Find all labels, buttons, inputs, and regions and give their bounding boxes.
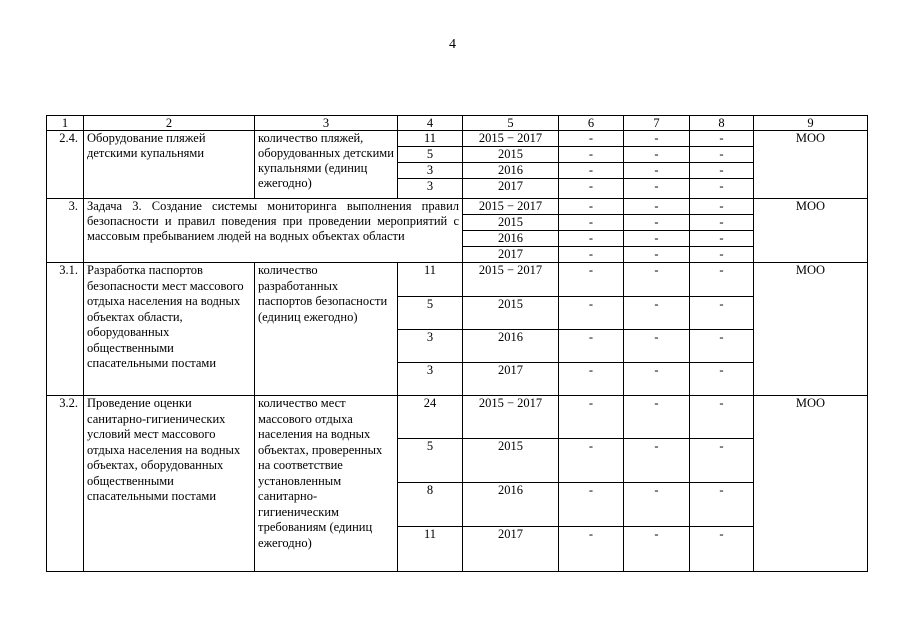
quantity-cell: 11 (398, 263, 463, 297)
measure-name: Проведение оценки санитарно-гигиенических условий мест массового отдыха населения на водных объектах, оборудованных общественными спасательными постами (84, 396, 255, 572)
quantity-cell: 3 (398, 363, 463, 396)
value-cell: - (624, 131, 690, 147)
value-cell: - (624, 439, 690, 483)
header-cell: 8 (690, 116, 754, 131)
value-cell: - (559, 231, 624, 247)
value-cell: - (624, 396, 690, 439)
period-cell: 2015 (463, 147, 559, 163)
value-cell: - (690, 263, 754, 297)
table-row (47, 131, 868, 147)
value-cell: - (559, 179, 624, 199)
period-cell: 2017 (463, 179, 559, 199)
period-cell: 2017 (463, 247, 559, 263)
value-cell: - (690, 131, 754, 147)
value-cell: - (690, 527, 754, 572)
value-cell: - (559, 131, 624, 147)
header-cell: 2 (84, 116, 255, 131)
executor-cell: МОО (754, 263, 868, 396)
value-cell: - (559, 147, 624, 163)
executor-cell: МОО (754, 396, 868, 572)
header-cell: 5 (463, 116, 559, 131)
period-cell: 2016 (463, 163, 559, 179)
value-cell: - (559, 396, 624, 439)
table-row (47, 263, 868, 297)
period-cell: 2016 (463, 231, 559, 247)
period-cell: 2017 (463, 363, 559, 396)
value-cell: - (690, 483, 754, 527)
value-cell: - (624, 330, 690, 363)
table-header-row (47, 116, 868, 131)
quantity-cell: 5 (398, 297, 463, 330)
value-cell: - (690, 231, 754, 247)
value-cell: - (559, 527, 624, 572)
value-cell: - (624, 483, 690, 527)
task-description: Задача 3. Создание системы мониторинга выполнения правил безопасности и правил поведения при проведении мероприятий с массовым пребыванием людей на водных объектах области (84, 199, 463, 263)
value-cell: - (690, 215, 754, 231)
quantity-cell: 3 (398, 179, 463, 199)
quantity-cell: 3 (398, 163, 463, 179)
quantity-cell: 3 (398, 330, 463, 363)
measure-name: Оборудование пляжей детскими купальнями (84, 131, 255, 199)
value-cell: - (690, 179, 754, 199)
value-cell: - (690, 247, 754, 263)
period-cell: 2015 − 2017 (463, 131, 559, 147)
page-number: 4 (449, 37, 456, 52)
value-cell: - (559, 215, 624, 231)
header-cell: 3 (255, 116, 398, 131)
value-cell: - (624, 147, 690, 163)
value-cell: - (559, 483, 624, 527)
value-cell: - (690, 330, 754, 363)
measure-name: Разработка паспортов безопасности мест массового отдыха населения на водных объектах области, оборудованных общественными спасательными постами (84, 263, 255, 396)
value-cell: - (690, 439, 754, 483)
period-cell: 2015 − 2017 (463, 263, 559, 297)
value-cell: - (690, 363, 754, 396)
row-number: 3. (47, 199, 84, 263)
header-cell: 1 (47, 116, 84, 131)
quantity-cell: 11 (398, 527, 463, 572)
value-cell: - (690, 396, 754, 439)
value-cell: - (624, 163, 690, 179)
header-cell: 6 (559, 116, 624, 131)
value-cell: - (559, 199, 624, 215)
period-cell: 2015 − 2017 (463, 396, 559, 439)
value-cell: - (624, 199, 690, 215)
value-cell: - (624, 297, 690, 330)
value-cell: - (690, 199, 754, 215)
indicator-name: количество пляжей, оборудованных детскими купальнями (единиц ежегодно) (255, 131, 398, 199)
period-cell: 2016 (463, 483, 559, 527)
table-row (47, 199, 868, 215)
row-number: 3.1. (47, 263, 84, 396)
value-cell: - (559, 363, 624, 396)
value-cell: - (624, 179, 690, 199)
value-cell: - (559, 439, 624, 483)
header-cell: 9 (754, 116, 868, 131)
executor-cell: МОО (754, 199, 868, 263)
period-cell: 2015 − 2017 (463, 199, 559, 215)
header-cell: 4 (398, 116, 463, 131)
indicator-name: количество разработанных паспортов безопасности (единиц ежегодно) (255, 263, 398, 396)
row-number: 2.4. (47, 131, 84, 199)
table-row (47, 396, 868, 439)
quantity-cell: 5 (398, 147, 463, 163)
period-cell: 2015 (463, 297, 559, 330)
value-cell: - (690, 147, 754, 163)
value-cell: - (559, 330, 624, 363)
value-cell: - (624, 527, 690, 572)
value-cell: - (624, 247, 690, 263)
value-cell: - (559, 163, 624, 179)
quantity-cell: 5 (398, 439, 463, 483)
period-cell: 2015 (463, 439, 559, 483)
value-cell: - (624, 215, 690, 231)
value-cell: - (624, 231, 690, 247)
quantity-cell: 11 (398, 131, 463, 147)
quantity-cell: 24 (398, 396, 463, 439)
quantity-cell: 8 (398, 483, 463, 527)
value-cell: - (559, 297, 624, 330)
indicator-name: количество мест массового отдыха населения на водных объектах, проверенных на соответствие установленным санитарно-гигиеническим требованиям (единиц ежегодно) (255, 396, 398, 572)
period-cell: 2017 (463, 527, 559, 572)
row-number: 3.2. (47, 396, 84, 572)
value-cell: - (559, 247, 624, 263)
period-cell: 2016 (463, 330, 559, 363)
value-cell: - (690, 163, 754, 179)
header-cell: 7 (624, 116, 690, 131)
executor-cell: МОО (754, 131, 868, 199)
value-cell: - (559, 263, 624, 297)
value-cell: - (624, 363, 690, 396)
value-cell: - (690, 297, 754, 330)
program-table (46, 115, 868, 572)
value-cell: - (624, 263, 690, 297)
period-cell: 2015 (463, 215, 559, 231)
